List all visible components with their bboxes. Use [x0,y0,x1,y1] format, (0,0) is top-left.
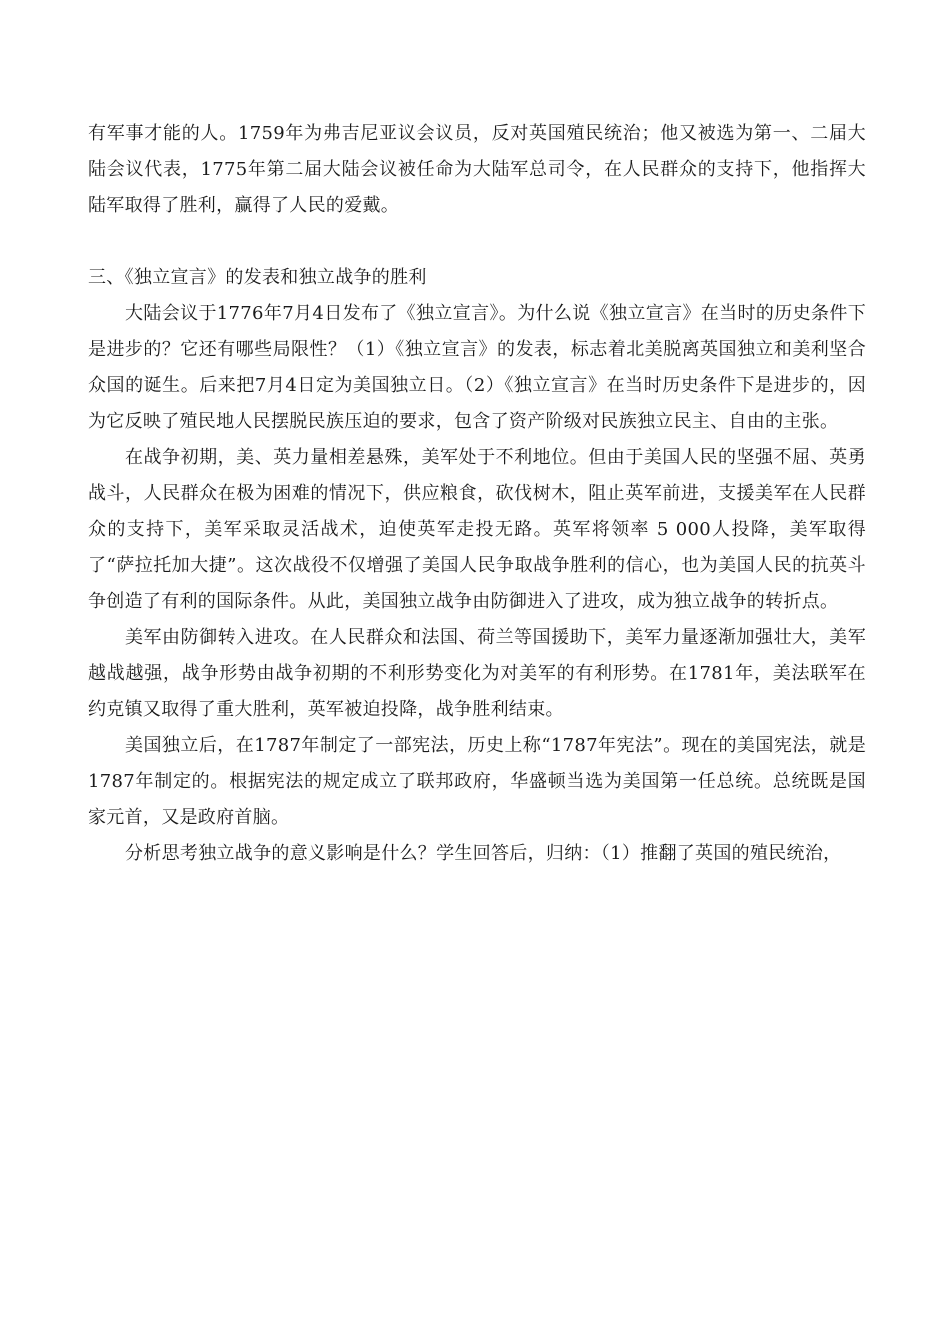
paragraph-constitution: 美国独立后，在1787年制定了一部宪法，历史上称“1787年宪法”。现在的美国宪法，就是1787年制定的。根据宪法的规定成立了联邦政府，华盛顿当选为美国第一任总统。总统既是国家元首，又是政府首脑。 [88,735,866,828]
paragraph-early-war: 在战争初期，美、英力量相差悬殊，美军处于不利地位。但由于美国人民的坚强不屈、英勇战斗，人民群众在极为困难的情况下，供应粮食，砍伐树木，阻止英军前进，支援美军在人民群众的支持下，美军采取灵活战术，迫使英军走投无路。英军将领率 5 000人投降，美军取得了“萨拉托加大捷”。这次战役不仅增强了美国人民争取战争胜利的信心，也为美国人民的抗英斗争创造了有利的国际条件。从此，美国独立战争由防御进入了进攻，成为独立战争的转折点。 [88,447,866,612]
paragraph-offensive: 美军由防御转入进攻。在人民群众和法国、荷兰等国援助下，美军力量逐渐加强壮大，美军越战越强，战争形势由战争初期的不利形势变化为对美军的有利形势。在1781年，美法联军在约克镇又取得了重大胜利，英军被迫投降，战争胜利结束。 [88,627,866,720]
paragraph-significance: 分析思考独立战争的意义影响是什么？学生回答后，归纳：（1）推翻了英国的殖民统治， [125,843,842,864]
section-heading: 三、《独立宣言》的发表和独立战争的胜利 [88,267,427,288]
document-page [88,116,866,872]
paragraph-declaration: 大陆会议于1776年7月4日发布了《独立宣言》。为什么说《独立宣言》在当时的历史条件下是进步的？它还有哪些局限性？（1）《独立宣言》的发表，标志着北美脱离英国独立和美利坚合众国的诞生。后来把7月4日定为美国独立日。（2）《独立宣言》在当时历史条件下是进步的，因为它反映了殖民地人民摆脱民族压迫的要求，包含了资产阶级对民族独立民主、自由的主张。 [88,303,866,432]
paragraph-washington-career: 有军事才能的人。1759年为弗吉尼亚议会议员，反对英国殖民统治；他又被选为第一、二届大陆会议代表，1775年第二届大陆会议被任命为大陆军总司令，在人民群众的支持下，他指挥大陆军取得了胜利，赢得了人民的爱戴。 [88,123,866,216]
